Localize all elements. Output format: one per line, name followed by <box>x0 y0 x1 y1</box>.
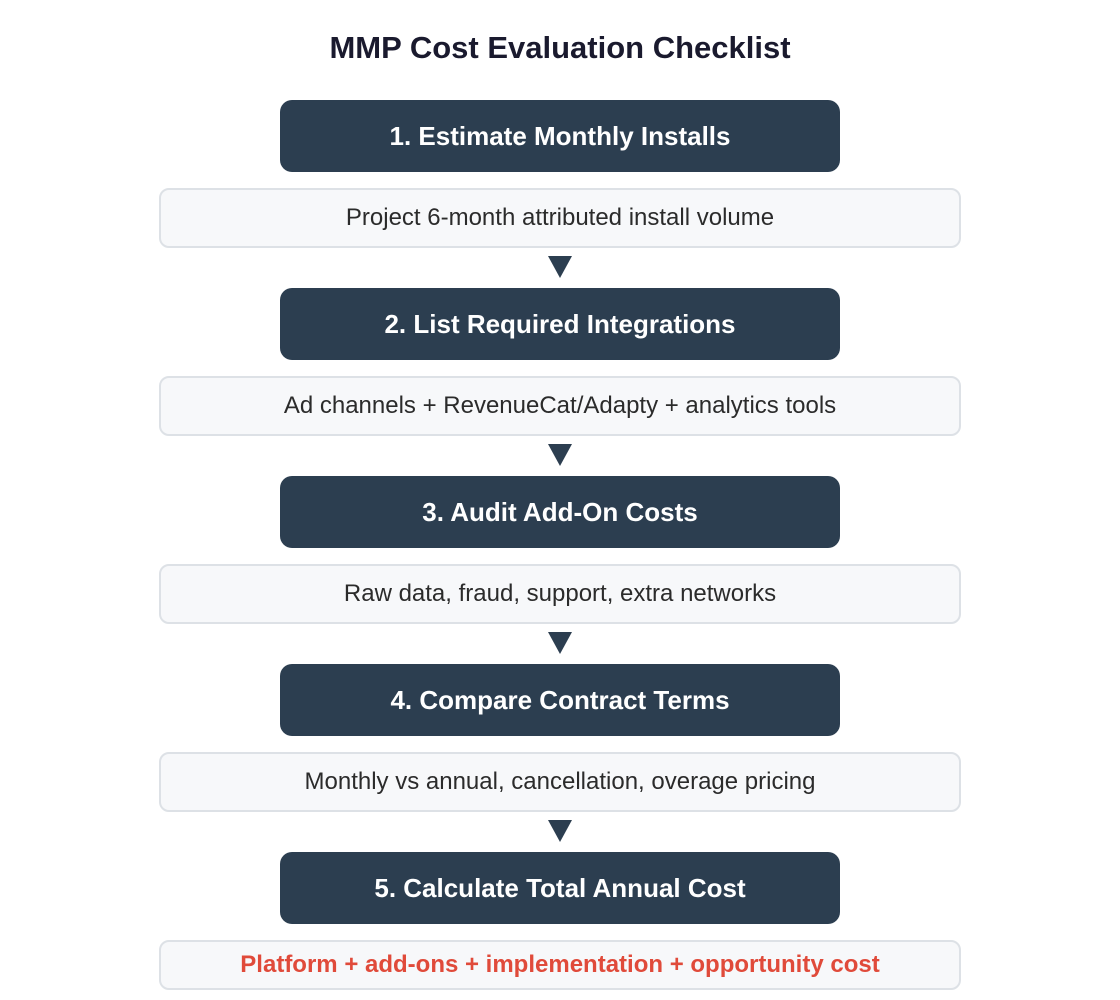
step-1 <box>0 100 1120 248</box>
step-box: 3. Audit Add-On Costs <box>280 476 840 548</box>
step-description: Project 6-month attributed install volume <box>159 188 961 248</box>
page-title: MMP Cost Evaluation Checklist <box>329 30 791 65</box>
down-arrow-icon <box>548 632 572 654</box>
down-arrow-icon <box>548 820 572 842</box>
step-description-highlight: Platform + add-ons + implementation + opportunity cost <box>159 940 961 990</box>
step-box: 2. List Required Integrations <box>280 288 840 360</box>
step-description: Monthly vs annual, cancellation, overage pricing <box>159 752 961 812</box>
step-description: Ad channels + RevenueCat/Adapty + analytics tools <box>159 376 961 436</box>
step-box: 4. Compare Contract Terms <box>280 664 840 736</box>
step-3 <box>0 476 1120 624</box>
step-box: 1. Estimate Monthly Installs <box>280 100 840 172</box>
step-description: Raw data, fraud, support, extra networks <box>159 564 961 624</box>
step-2 <box>0 288 1120 436</box>
step-4 <box>0 664 1120 812</box>
checklist-flow <box>0 100 1120 990</box>
down-arrow-icon <box>548 256 572 278</box>
step-5 <box>0 852 1120 990</box>
step-box: 5. Calculate Total Annual Cost <box>280 852 840 924</box>
down-arrow-icon <box>548 444 572 466</box>
